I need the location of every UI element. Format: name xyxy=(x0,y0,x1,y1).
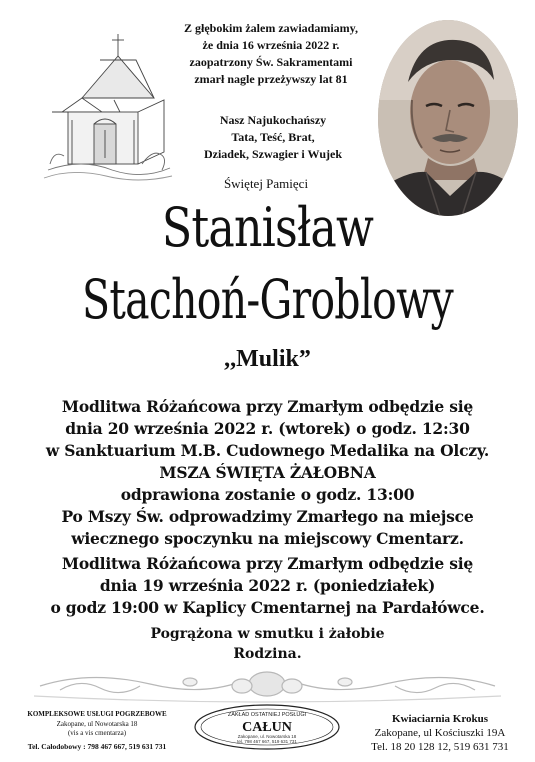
logo-address-text: Zakopane, ul. Nowotarska 18 xyxy=(237,734,297,739)
closing-line: Pogrążona w smutku i żałobie xyxy=(150,626,385,642)
deceased-first-name: Stanisław xyxy=(161,196,374,259)
announcement-intro xyxy=(166,20,376,88)
intro-line: Z głębokim żalem zawiadamiamy, xyxy=(184,21,358,35)
funeral-services-address: Zakopane, ul Nowotarska 18 xyxy=(56,719,138,728)
family-line: Dziadek, Szwagier i Wujek xyxy=(203,147,342,161)
ceremony-line: Modlitwa Różańcowa przy Zmarłym odbędzie się xyxy=(61,397,474,416)
ceremony-details xyxy=(0,396,535,550)
ceremony-line: wiecznego spoczynku na miejscowy Cmentarz. xyxy=(71,529,464,548)
florist-address: Zakopane, ul Kościuszki 19A xyxy=(374,727,506,739)
funeral-services-note: (vis a vis cmentarza) xyxy=(67,729,127,737)
florist-info xyxy=(350,712,530,754)
rosary-line: dnia 19 września 2022 r. (poniedziałek) xyxy=(99,576,436,595)
logo-name-text: CAŁUN xyxy=(242,720,292,735)
ceremony-line: odprawiona zostanie o godz. 13:00 xyxy=(120,485,415,504)
funeral-services-phone: Tel. Całodobowy : 798 467 667, 519 631 731 xyxy=(27,741,167,751)
floral-ornament xyxy=(30,664,505,704)
logo-top-text: ZAKŁAD OSTATNIEJ POSŁUGI xyxy=(227,712,307,718)
ceremony-line: w Sanktuarium M.B. Cudownego Medalika na Olczy. xyxy=(45,441,490,460)
portrait-photo xyxy=(378,20,518,216)
deceased-nickname: ,,Mulik” xyxy=(224,346,311,372)
in-memory-label: Świętej Pamięci xyxy=(223,176,309,191)
closing-line: Rodzina. xyxy=(233,646,302,662)
ceremony-line: dnia 20 września 2022 r. (wtorek) o godz. 12:30 xyxy=(65,419,470,438)
closing-signature xyxy=(0,624,535,664)
calun-logo xyxy=(192,702,342,752)
rosary-details xyxy=(0,553,535,619)
logo-phone-text: tel. 798 467 667, 519 631 731 xyxy=(237,739,297,744)
rosary-line: Modlitwa Różańcowa przy Zmarłym odbędzie się xyxy=(61,554,474,573)
intro-line: że dnia 16 września 2022 r. xyxy=(202,38,340,52)
chapel-illustration xyxy=(42,30,174,182)
intro-line: zmarł nagle przeżywszy lat 81 xyxy=(194,72,348,86)
florist-phone: Tel. 18 20 128 12, 519 631 731 xyxy=(371,741,509,753)
funeral-services-info xyxy=(12,710,182,751)
rosary-line: o godz 19:00 w Kaplicy Cmentarnej na Pardałówce. xyxy=(50,598,485,617)
ceremony-line: Po Mszy Św. odprowadzimy Zmarłego na miejsce xyxy=(61,507,474,526)
family-line: Tata, Teść, Brat, xyxy=(231,130,315,144)
family-line: Nasz Najukochańszy xyxy=(219,113,327,127)
deceased-last-name: Stachoń-Groblowy xyxy=(82,268,453,331)
intro-line: zaopatrzony Św. Sakramentami xyxy=(189,55,353,69)
family-relations xyxy=(178,112,368,163)
funeral-services-title: KOMPLEKSOWE USŁUGI POGRZEBOWE xyxy=(27,710,167,718)
florist-title: Kwiaciarnia Krokus xyxy=(391,713,489,725)
ceremony-line: MSZA ŚWIĘTA ŻAŁOBNA xyxy=(159,463,376,482)
